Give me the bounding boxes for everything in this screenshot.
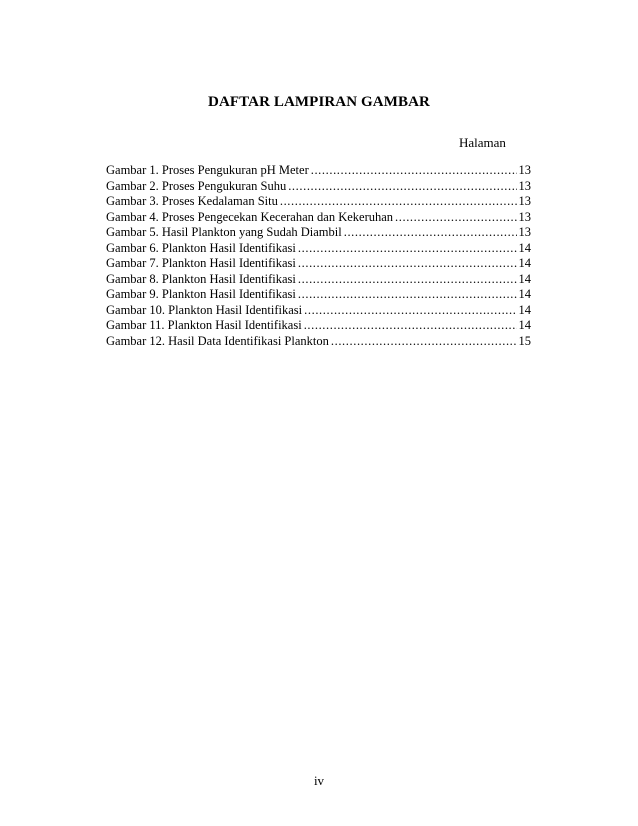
entry-label: Gambar 7. Plankton Hasil Identifikasi (106, 256, 296, 270)
entry-page-number: 13 (518, 209, 531, 224)
entry-page-number: 13 (518, 178, 531, 193)
dot-leader (298, 287, 517, 303)
entry-label: Gambar 12. Hasil Data Identifikasi Plankton (106, 333, 329, 348)
dot-leader (298, 241, 517, 257)
list-item (106, 163, 531, 179)
entry-page-number: 14 (518, 287, 531, 301)
entry-label: Gambar 4. Proses Pengecekan Kecerahan dan Kekeruhan (106, 209, 394, 224)
entry-page-number: 14 (518, 271, 531, 286)
list-item (106, 256, 531, 272)
dot-leader (298, 256, 517, 272)
dot-leader (298, 272, 517, 288)
dot-leader (311, 163, 517, 179)
list-item (106, 210, 531, 226)
list-item (106, 287, 531, 303)
list-item (106, 179, 531, 195)
dot-leader (331, 334, 517, 350)
dot-leader (304, 318, 517, 334)
entry-label: Gambar 2. Proses Pengukuran Suhu (106, 178, 287, 193)
list-item (106, 225, 531, 241)
figure-list (106, 163, 531, 349)
page-column-header: Halaman (459, 135, 506, 150)
entry-page-number: 13 (518, 194, 531, 208)
dot-leader (344, 225, 517, 241)
list-item (106, 272, 531, 288)
list-item (106, 194, 531, 210)
dot-leader (395, 210, 516, 226)
list-item (106, 334, 531, 350)
entry-label: Gambar 10. Plankton Hasil Identifikasi (106, 302, 303, 317)
entry-page-number: 14 (518, 318, 531, 332)
dot-leader (280, 194, 517, 210)
entry-page-number: 15 (518, 333, 531, 348)
entry-label: Gambar 11. Plankton Hasil Identifikasi (106, 318, 302, 332)
entry-label: Gambar 1. Proses Pengukuran pH Meter (106, 163, 309, 177)
entry-label: Gambar 5. Hasil Plankton yang Sudah Diambil (106, 225, 342, 239)
entry-label: Gambar 3. Proses Kedalaman Situ (106, 194, 278, 208)
page-title: DAFTAR LAMPIRAN GAMBAR (208, 94, 430, 110)
entry-label: Gambar 6. Plankton Hasil Identifikasi (106, 240, 296, 255)
dot-leader (304, 303, 516, 319)
entry-page-number: 13 (518, 225, 531, 239)
page-number: iv (313, 773, 325, 788)
entry-page-number: 14 (518, 240, 531, 255)
list-item (106, 303, 531, 319)
dot-leader (288, 179, 516, 195)
entry-label: Gambar 8. Plankton Hasil Identifikasi (106, 271, 296, 286)
entry-label: Gambar 9. Plankton Hasil Identifikasi (106, 287, 296, 301)
entry-page-number: 13 (518, 163, 531, 177)
entry-page-number: 14 (518, 256, 531, 270)
entry-page-number: 14 (518, 302, 531, 317)
list-item (106, 241, 531, 257)
list-item (106, 318, 531, 334)
